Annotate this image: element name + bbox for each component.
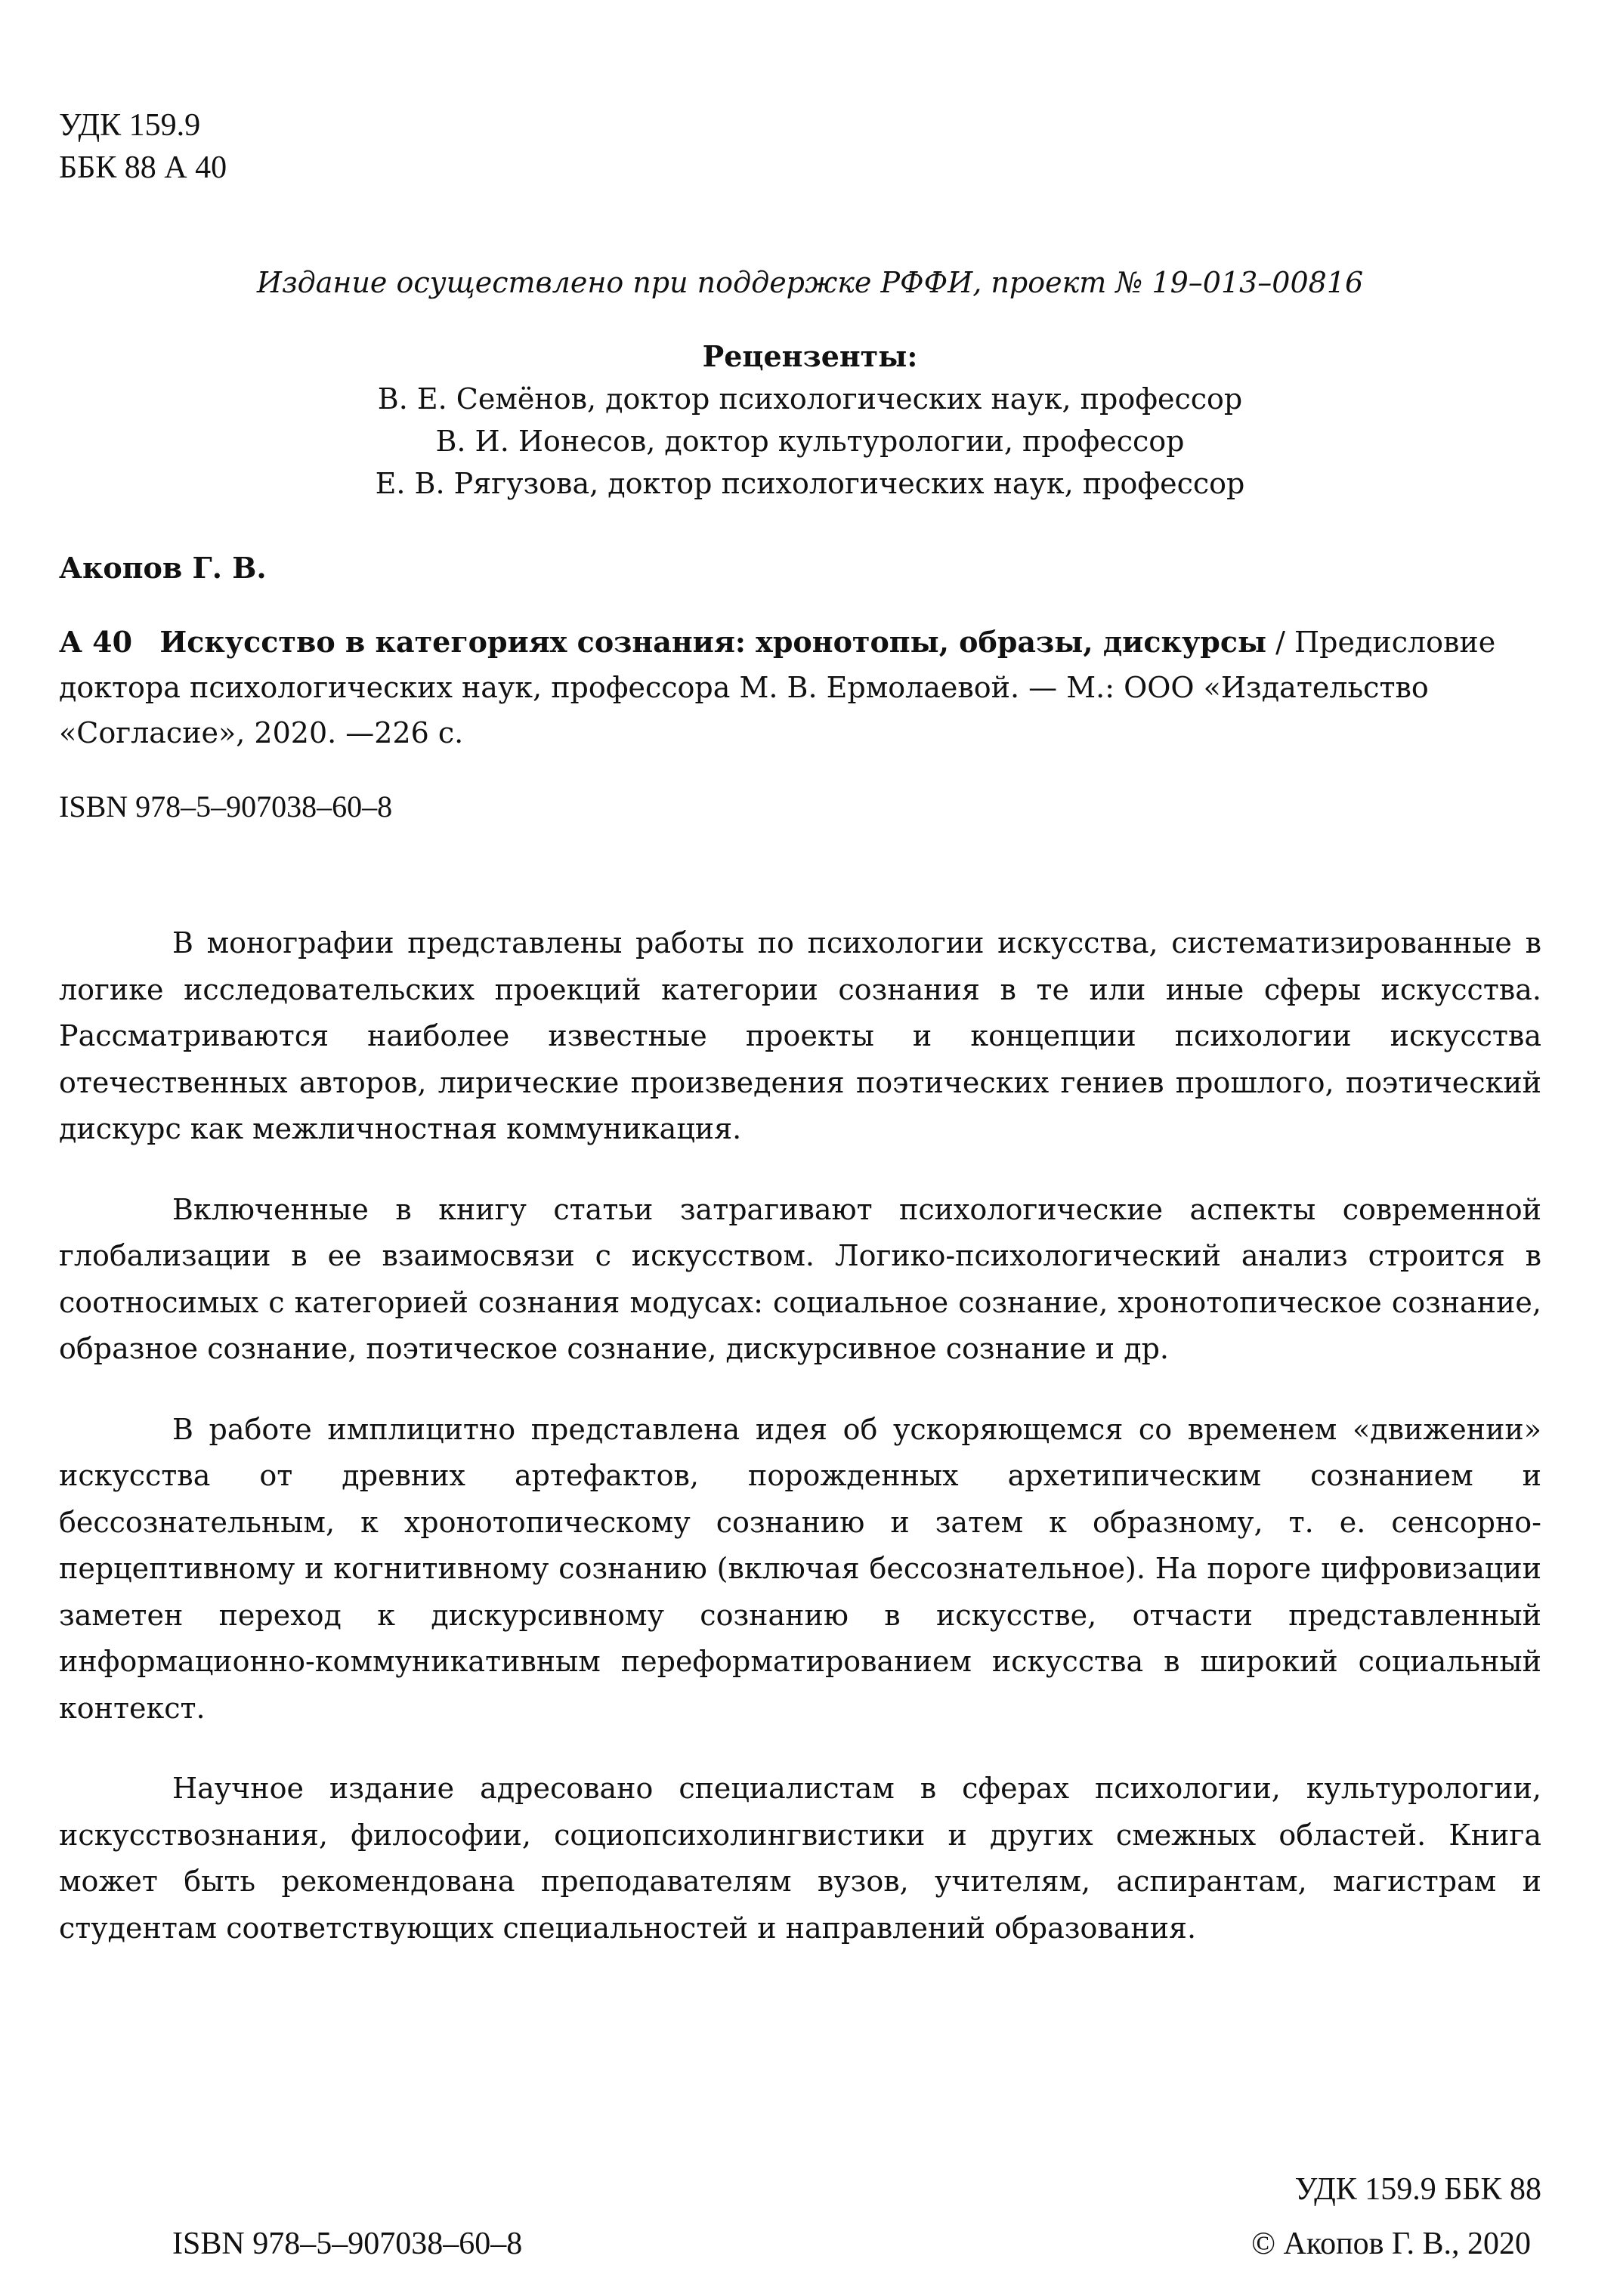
abstract-paragraph-2: Включенные в книгу статьи затрагивают психологические аспекты современной глобализации в ее взаимосвязи с искусством. Логико-психологический анализ строится в соотносимых с категорией сознания модусах: социальное сознание, хронотопическое сознание, образное сознание, поэтическое сознание, дискурсивное сознание и др. [59, 1192, 1541, 1365]
udk-code: УДК 159.9 [59, 108, 201, 143]
bibliographic-details: / Предисловие доктора психологических наук, профессора М. В. Ермолаевой. — М.: ООО «Издательство «Согласие», 2020. —226 с. [59, 626, 1496, 749]
abstract-paragraph-1: В монографии представлены работы по психологии искусства, систематизированные в логике исследовательских проекций категории сознания в те или иные сферы искусства. Рассматриваются наиболее известные проекты и концепции психологии искусства отечественных авторов, лирические произведения поэтических гениев прошлого, поэтический дискурс как межличностная коммуникация. [59, 926, 1541, 1145]
copyright: © Акопов Г. В., 2020 [1251, 2226, 1531, 2261]
reviewer-1: В. Е. Семёнов, доктор психологических наук, профессор [377, 382, 1243, 416]
isbn: ISBN 978–5–907038–60–8 [59, 790, 393, 824]
book-title: Искусство в категориях сознания: хронотопы, образы, дискурсы [159, 625, 1267, 659]
author-name: Акопов Г. В. [59, 551, 267, 585]
author-mark: А 40 [59, 625, 133, 659]
reviewer-2: В. И. Ионесов, доктор культурологии, профессор [435, 425, 1185, 458]
abstract [59, 920, 1541, 1985]
bibliographic-record [59, 620, 1540, 756]
reviewer-3: Е. В. Рягузова, доктор психологических наук, профессор [375, 467, 1245, 500]
reviewers-heading: Рецензенты: [702, 339, 918, 373]
grant-note: Издание осуществлено при поддержке РФФИ, проект № 19–013–00816 [256, 266, 1364, 299]
abstract-paragraph-4: Научное издание адресовано специалистам в сферах психологии, культурологии, искусствознания, философии, социопсихолингвистики и других смежных областей. Книга может быть рекомендована преподавателям вузов, учителям, аспирантам, магистрам и студентам соответствующих специальностей и направлений образования. [59, 1772, 1541, 1945]
reviewers-block [0, 335, 1620, 505]
classification-block [59, 104, 227, 189]
footer-isbn: ISBN 978–5–907038–60–8 [172, 2226, 523, 2261]
bbk-code: ББК 88 А 40 [59, 150, 227, 185]
abstract-paragraph-3: В работе имплицитно представлена идея об ускоряющемся со временем «движении» искусства от древних артефактов, порожденных архетипическим сознанием и бессознательным, к хронотопическому сознанию и затем к образному, т. е. сенсорно-перцептивному и когнитивному сознанию (включая бессознательное). На пороге цифровизации заметен переход к дискурсивному сознанию в искусстве, отчасти представленный информационно-коммуникативным переформатированием искусства в широкий социальный контекст. [59, 1412, 1541, 1725]
footer-udk-bbk: УДК 159.9 ББК 88 [1294, 2172, 1541, 2207]
